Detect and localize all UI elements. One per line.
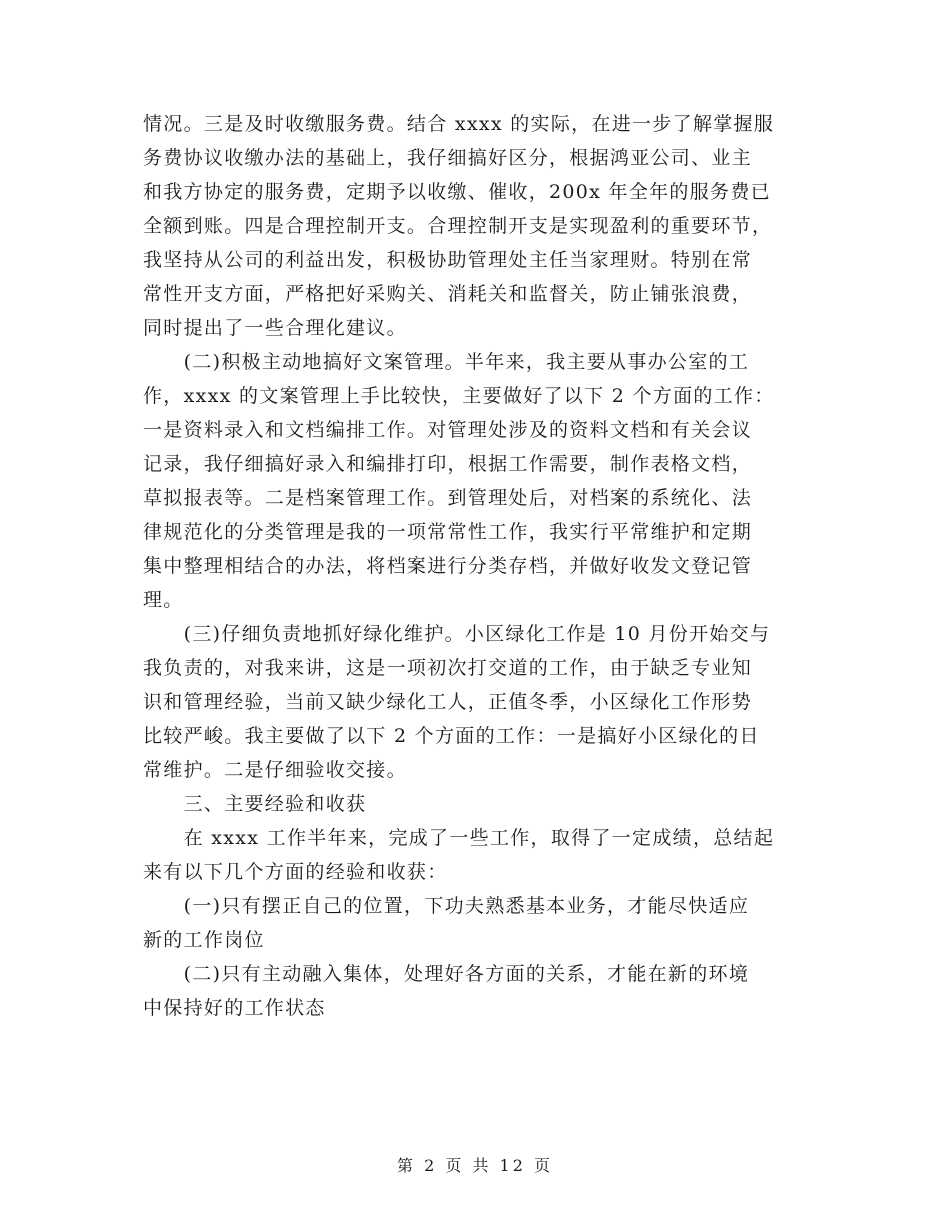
- text-line: 在 xxxx 工作半年来，完成了一些工作，取得了一定成绩，总结起: [143, 827, 775, 849]
- text-line: 集中整理相结合的办法，将档案进行分类存档，并做好收发文登记管: [143, 555, 753, 577]
- text-line: 理。: [143, 589, 184, 611]
- text-line: 来有以下几个方面的经验和收获：: [143, 861, 448, 883]
- text-line: 中保持好的工作状态: [143, 997, 326, 1019]
- text-line: 识和管理经验，当前又缺少绿化工人，正值冬季，小区绿化工作形势: [143, 691, 753, 713]
- text-line: (二)只有主动融入集体，处理好各方面的关系，才能在新的环境: [143, 963, 750, 985]
- text-line: (三)仔细负责地抓好绿化维护。小区绿化工作是 10 月份开始交与: [143, 623, 771, 645]
- text-line: 同时提出了一些合理化建议。: [143, 317, 407, 339]
- text-line: 全额到账。四是合理控制开支。合理控制开支是实现盈利的重要环节，: [143, 215, 773, 237]
- text-line: 新的工作岗位: [143, 929, 265, 951]
- page-number-footer: 第 2 页 共 12 页: [397, 1156, 553, 1175]
- text-line: 作，xxxx 的文案管理上手比较快，主要做好了以下 2 个方面的工作：: [143, 385, 775, 407]
- body-text: [143, 109, 808, 1027]
- section-heading: 三、主要经验和收获: [143, 793, 367, 815]
- text-line: (一)只有摆正自己的位置，下功夫熟悉基本业务，才能尽快适应: [143, 895, 750, 917]
- text-line: 记录，我仔细搞好录入和编排打印，根据工作需要，制作表格文档，: [143, 453, 753, 475]
- text-line: 务费协议收缴办法的基础上，我仔细搞好区分，根据鸿亚公司、业主: [143, 147, 753, 169]
- text-line: 和我方协定的服务费，定期予以收缴、催收，200x 年全年的服务费已: [143, 181, 771, 203]
- text-line: 比较严峻。我主要做了以下 2 个方面的工作：一是搞好小区绿化的日: [143, 725, 760, 747]
- text-line: 律规范化的分类管理是我的一项常常性工作，我实行平常维护和定期: [143, 521, 753, 543]
- text-line: 我负责的，对我来讲，这是一项初次打交道的工作，由于缺乏专业知: [143, 657, 753, 679]
- text-line: 一是资料录入和文档编排工作。对管理处涉及的资料文档和有关会议: [143, 419, 753, 441]
- text-line: 常维护。二是仔细验收交接。: [143, 759, 407, 781]
- text-line: (二)积极主动地搞好文案管理。半年来，我主要从事办公室的工: [143, 351, 750, 373]
- text-line: 常性开支方面，严格把好采购关、消耗关和监督关，防止铺张浪费，: [143, 283, 753, 305]
- text-line: 草拟报表等。二是档案管理工作。到管理处后，对档案的系统化、法: [143, 487, 753, 509]
- text-line: 我坚持从公司的利益出发，积极协助管理处主任当家理财。特别在常: [143, 249, 753, 271]
- text-line: 情况。三是及时收缴服务费。结合 xxxx 的实际，在进一步了解掌握服: [143, 113, 775, 135]
